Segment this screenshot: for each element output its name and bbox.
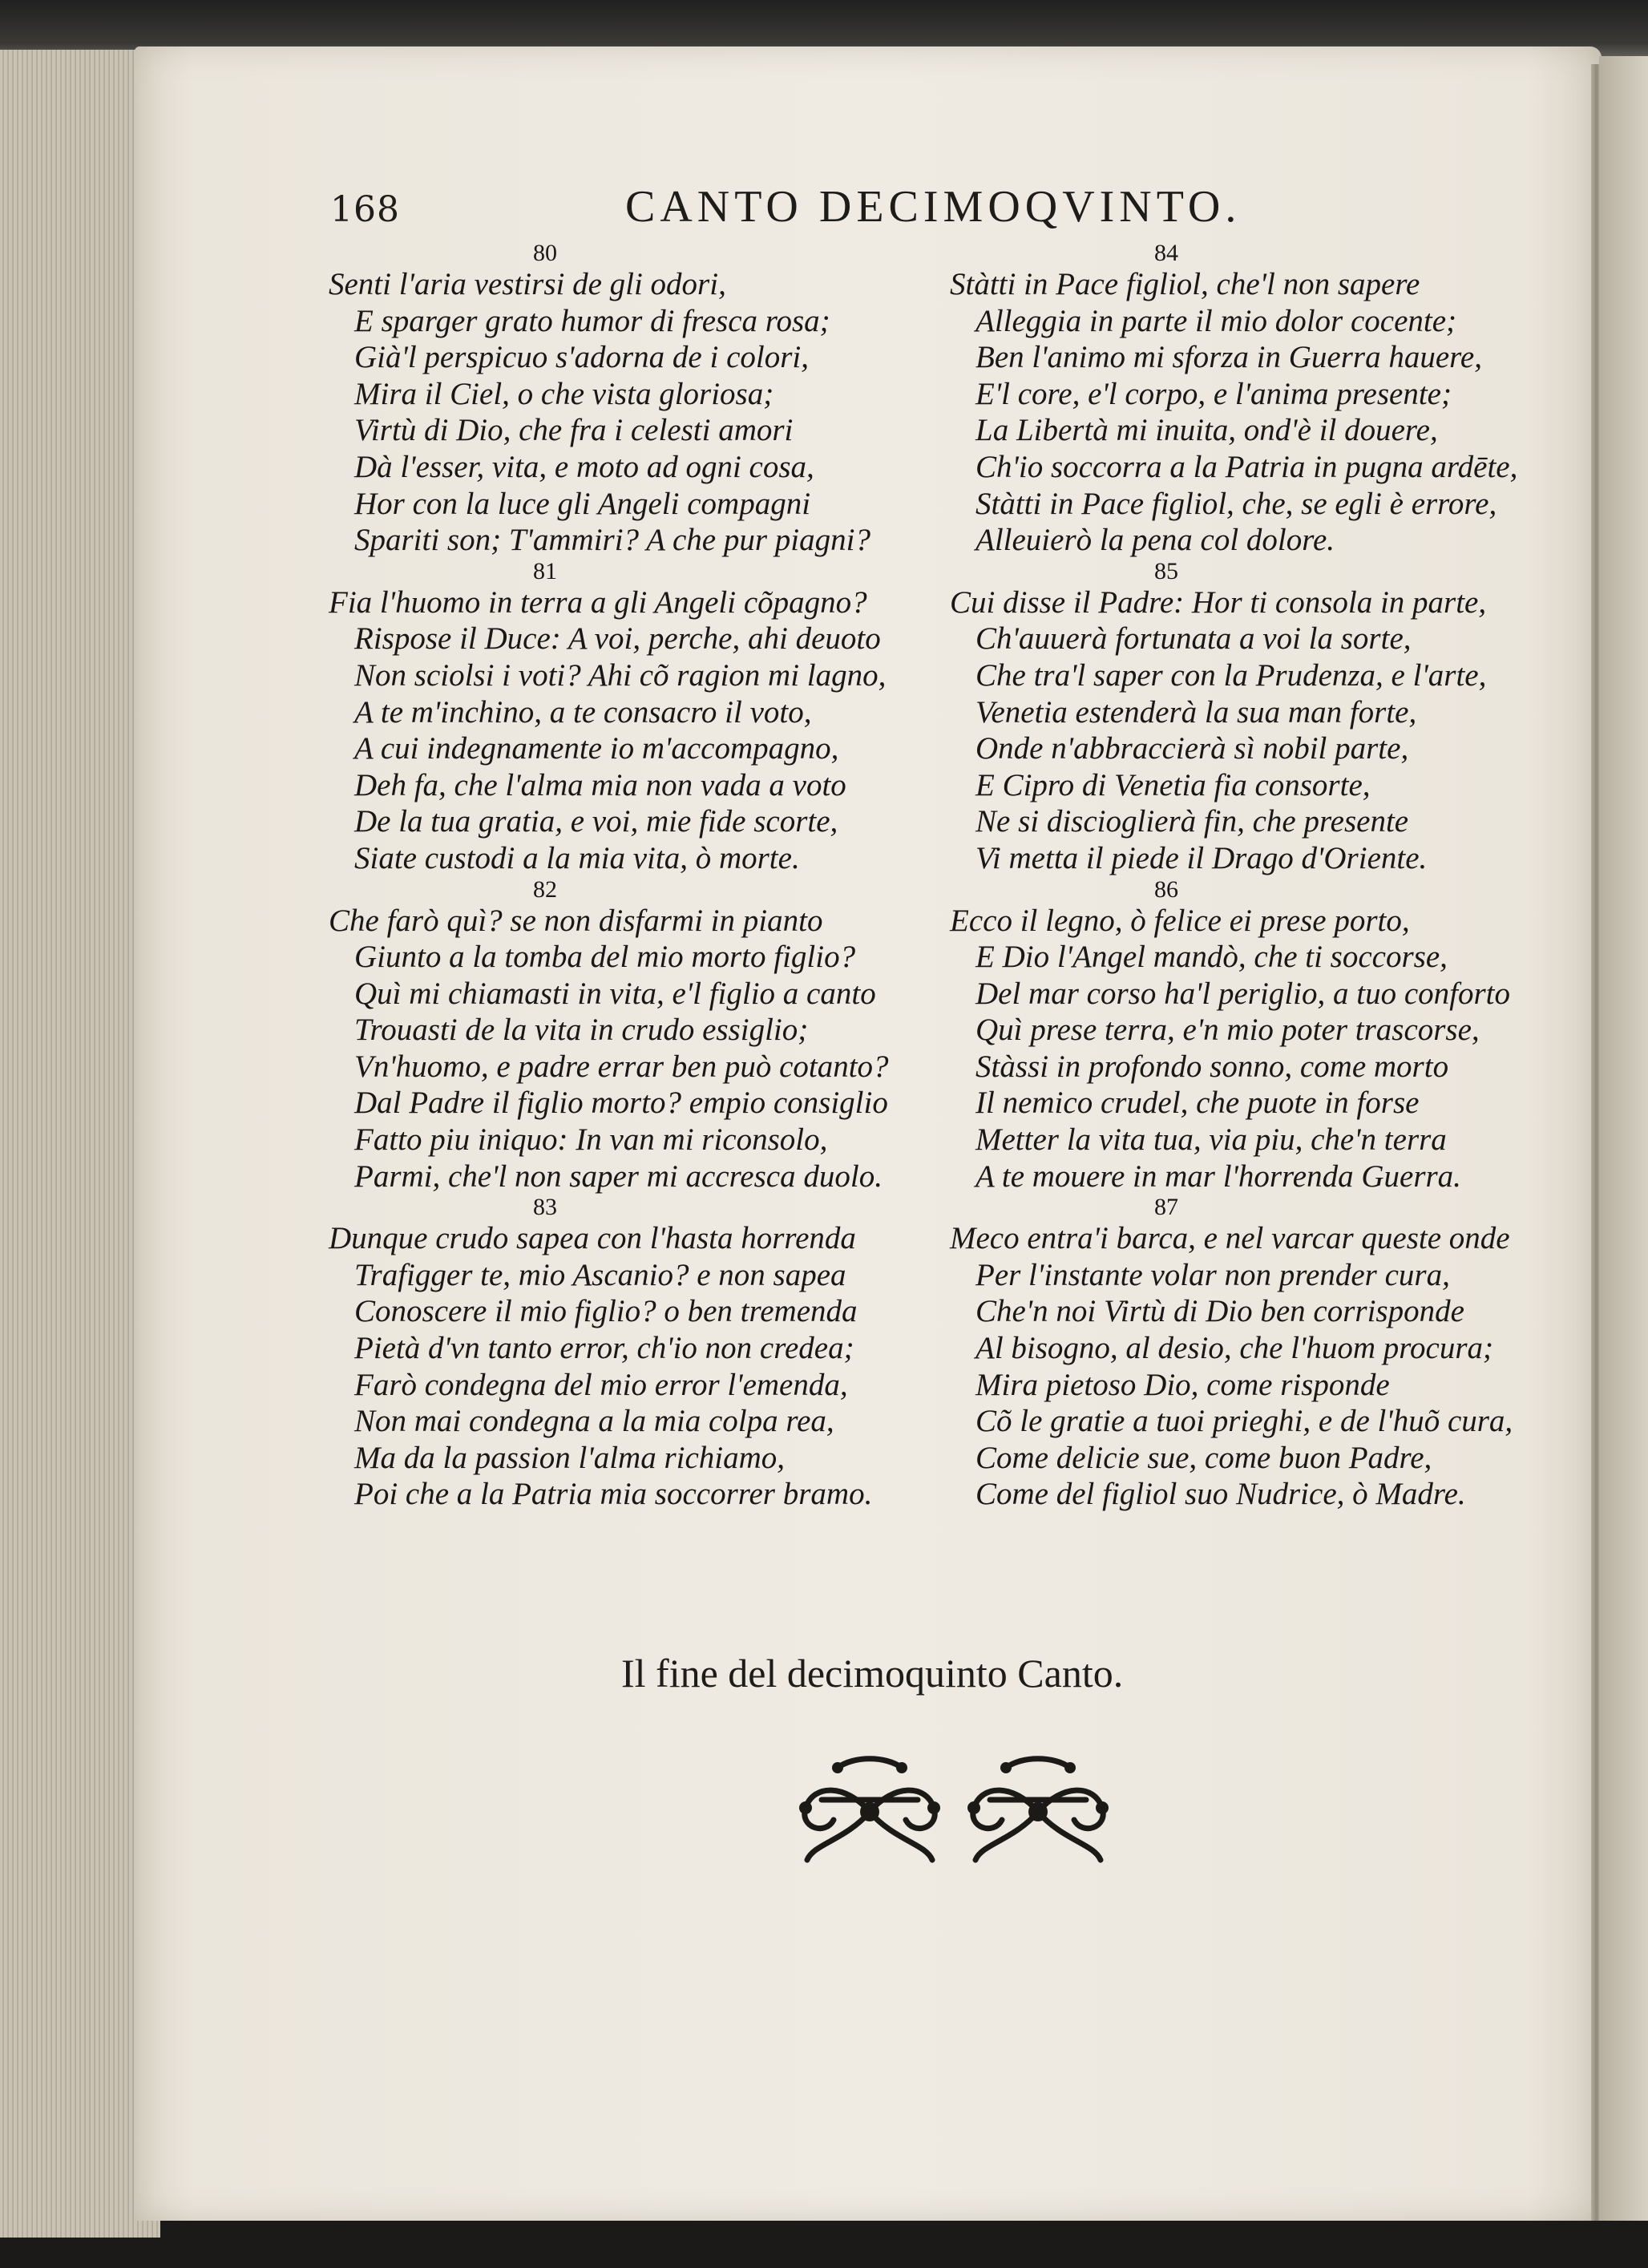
verse-line: E Dio l'Angel mandò, che ti soccorse, xyxy=(975,940,1448,975)
left-column xyxy=(329,241,938,1513)
verse-line: Fatto piu iniquo: In van mi riconsolo, xyxy=(354,1122,828,1158)
stanza-86 xyxy=(950,877,1559,1195)
verse-line: Siate custodi a la mia vita, ò morte. xyxy=(354,840,800,875)
verse-line: Dunque crudo sapea con l'hasta horrenda xyxy=(329,1221,856,1256)
verse-line: Che'n noi Virtù di Dio ben corrisponde xyxy=(975,1294,1464,1329)
verse-line: Meco entra'i barca, e nel varcar queste onde xyxy=(950,1221,1510,1256)
stanza-87 xyxy=(950,1195,1559,1513)
stanza-84 xyxy=(950,241,1559,559)
right-column xyxy=(950,241,1559,1513)
verse-line: Già'l perspicuo s'adorna de i colori, xyxy=(354,340,809,375)
verse-line: Come delicie sue, come buon Padre, xyxy=(975,1440,1432,1475)
verse-line: E'l core, e'l corpo, e l'anima presente; xyxy=(975,376,1452,411)
canto-end-title: Il fine del decimoquinto Canto. xyxy=(621,1651,1124,1696)
verse-line: Mira il Ciel, o che vista gloriosa; xyxy=(354,376,774,411)
verse-line: Spariti son; T'ammiri? A che pur piagni? xyxy=(354,523,870,558)
verse-line: Non mai condegna a la mia colpa rea, xyxy=(354,1404,834,1439)
verse-line: Trafigger te, mio Ascanio? e non sapea xyxy=(354,1257,846,1292)
verse-line: Mira pietoso Dio, come risponde xyxy=(975,1367,1390,1402)
verse-line: Ch'auuerà fortunata a voi la sorte, xyxy=(975,621,1412,657)
printer-ornament-icon xyxy=(958,1752,1118,1872)
verse-line: Virtù di Dio, che fra i celesti amori xyxy=(354,413,794,448)
stanza-number: 85 xyxy=(1154,557,1178,584)
page-number: 168 xyxy=(330,189,400,230)
verse-line: Il nemico crudel, che puote in forse xyxy=(975,1085,1420,1121)
verse-line: Trouasti de la vita in crudo essiglio; xyxy=(354,1013,809,1048)
stanza-number: 81 xyxy=(533,557,557,584)
verse-line: Dal Padre il figlio morto? empio consiglio xyxy=(354,1085,888,1121)
verse-line: Per l'instante volar non prender cura, xyxy=(975,1257,1450,1292)
verse-line: Conoscere il mio figlio? o ben tremenda xyxy=(354,1294,858,1329)
verse-line: Parmi, che'l non saper mi accresca duolo. xyxy=(354,1158,883,1194)
verse-line: Farò condegna del mio error l'emenda, xyxy=(354,1367,848,1402)
verse-line: Del mar corso ha'l periglio, a tuo conforto xyxy=(975,976,1510,1011)
verse-line: Che farò quì? se non disfarmi in pianto xyxy=(329,903,823,938)
stanza-81 xyxy=(329,559,938,877)
verse-line: Dà l'esser, vita, e moto ad ogni cosa, xyxy=(354,449,814,484)
verse-line: Come del figliol suo Nudrice, ò Madre. xyxy=(975,1477,1466,1512)
verse-line: Alleuierò la pena col dolore. xyxy=(975,523,1335,558)
verse-line: E Cipro di Venetia fia consorte, xyxy=(975,767,1371,802)
verse-line: Rispose il Duce: A voi, perche, ahi deuoto xyxy=(354,621,881,657)
verse-line: Quì prese terra, e'n mio poter trascorse, xyxy=(975,1013,1480,1048)
stanza-number: 82 xyxy=(533,875,557,903)
verse-line: Ch'io soccorra a la Patria in pugna ardēte, xyxy=(975,449,1518,484)
stanza-82 xyxy=(329,877,938,1195)
verse-line: Cõ le gratie a tuoi prieghi, e de l'huõ cura, xyxy=(975,1404,1513,1439)
verse-line: Onde n'abbraccierà sì nobil parte, xyxy=(975,731,1409,766)
verse-line: Ben l'animo mi sforza in Guerra hauere, xyxy=(975,340,1482,375)
verse-line: A te m'inchino, a te consacro il voto, xyxy=(354,694,812,730)
verse-line: Stàtti in Pace figliol, che'l non sapere xyxy=(950,267,1420,301)
stanza-85 xyxy=(950,559,1559,877)
verse-line: Vi metta il piede il Drago d'Oriente. xyxy=(975,840,1428,875)
printer-ornament-icon xyxy=(790,1752,950,1872)
stanza-number: 86 xyxy=(1154,875,1178,903)
verse-line: Che tra'l saper con la Prudenza, e l'arte, xyxy=(975,657,1487,693)
verse-line: Pietà d'vn tanto error, ch'io non credea; xyxy=(354,1331,854,1366)
stanza-80 xyxy=(329,241,938,559)
verse-line: A cui indegnamente io m'accompagno, xyxy=(354,731,839,766)
verse-line: Alleggia in parte il mio dolor cocente; xyxy=(975,303,1457,338)
running-title: CANTO DECIMOQVINTO. xyxy=(625,182,1242,232)
verse-line: A te mouere in mar l'horrenda Guerra. xyxy=(975,1158,1461,1194)
verse-line: Fia l'huomo in terra a gli Angeli cõpagno? xyxy=(329,584,867,620)
verse-line: Deh fa, che l'alma mia non vada a voto xyxy=(354,767,846,802)
verse-line: Al bisogno, al desio, che l'huom procura; xyxy=(975,1331,1493,1366)
verse-line: Stàssi in profondo sonno, come morto xyxy=(975,1049,1449,1084)
stanza-number: 87 xyxy=(1154,1194,1178,1221)
facing-page-edge xyxy=(1599,56,1648,2221)
verse-line: Poi che a la Patria mia soccorrer bramo. xyxy=(354,1477,873,1512)
verse-line: Stàtti in Pace figliol, che, se egli è errore, xyxy=(975,486,1497,521)
verse-line: Ne si discioglierà fin, che presente xyxy=(975,804,1409,839)
verse-line: Ecco il legno, ò felice ei prese porto, xyxy=(950,903,1410,938)
verse-line: Metter la vita tua, via piu, che'n terra xyxy=(975,1122,1447,1158)
stanza-number: 84 xyxy=(1154,240,1178,266)
verse-line: Venetia estenderà la sua man forte, xyxy=(975,694,1417,730)
verse-line: Hor con la luce gli Angeli compagni xyxy=(354,486,811,521)
verse-line: Ma da la passion l'alma richiamo, xyxy=(354,1440,786,1475)
verse-line: De la tua gratia, e voi, mie fide scorte, xyxy=(354,804,838,839)
stanza-number: 83 xyxy=(533,1194,557,1221)
verse-line: Giunto a la tomba del mio morto figlio? xyxy=(354,940,856,975)
verse-line: Non sciolsi i voti? Ahi cõ ragion mi lagno, xyxy=(354,657,887,693)
verse-line: Cui disse il Padre: Hor ti consola in parte, xyxy=(950,584,1487,620)
verse-line: Vn'huomo, e padre errar ben può cotanto? xyxy=(354,1049,889,1084)
stanza-number: 80 xyxy=(533,240,557,266)
verse-line: La Libertà mi inuita, ond'è il douere, xyxy=(975,413,1438,448)
verse-line: Senti l'aria vestirsi de gli odori, xyxy=(329,267,726,301)
verse-line: E sparger grato humor di fresca rosa; xyxy=(354,303,830,338)
stanza-83 xyxy=(329,1195,938,1513)
verse-line: Quì mi chiamasti in vita, e'l figlio a canto xyxy=(354,976,876,1011)
